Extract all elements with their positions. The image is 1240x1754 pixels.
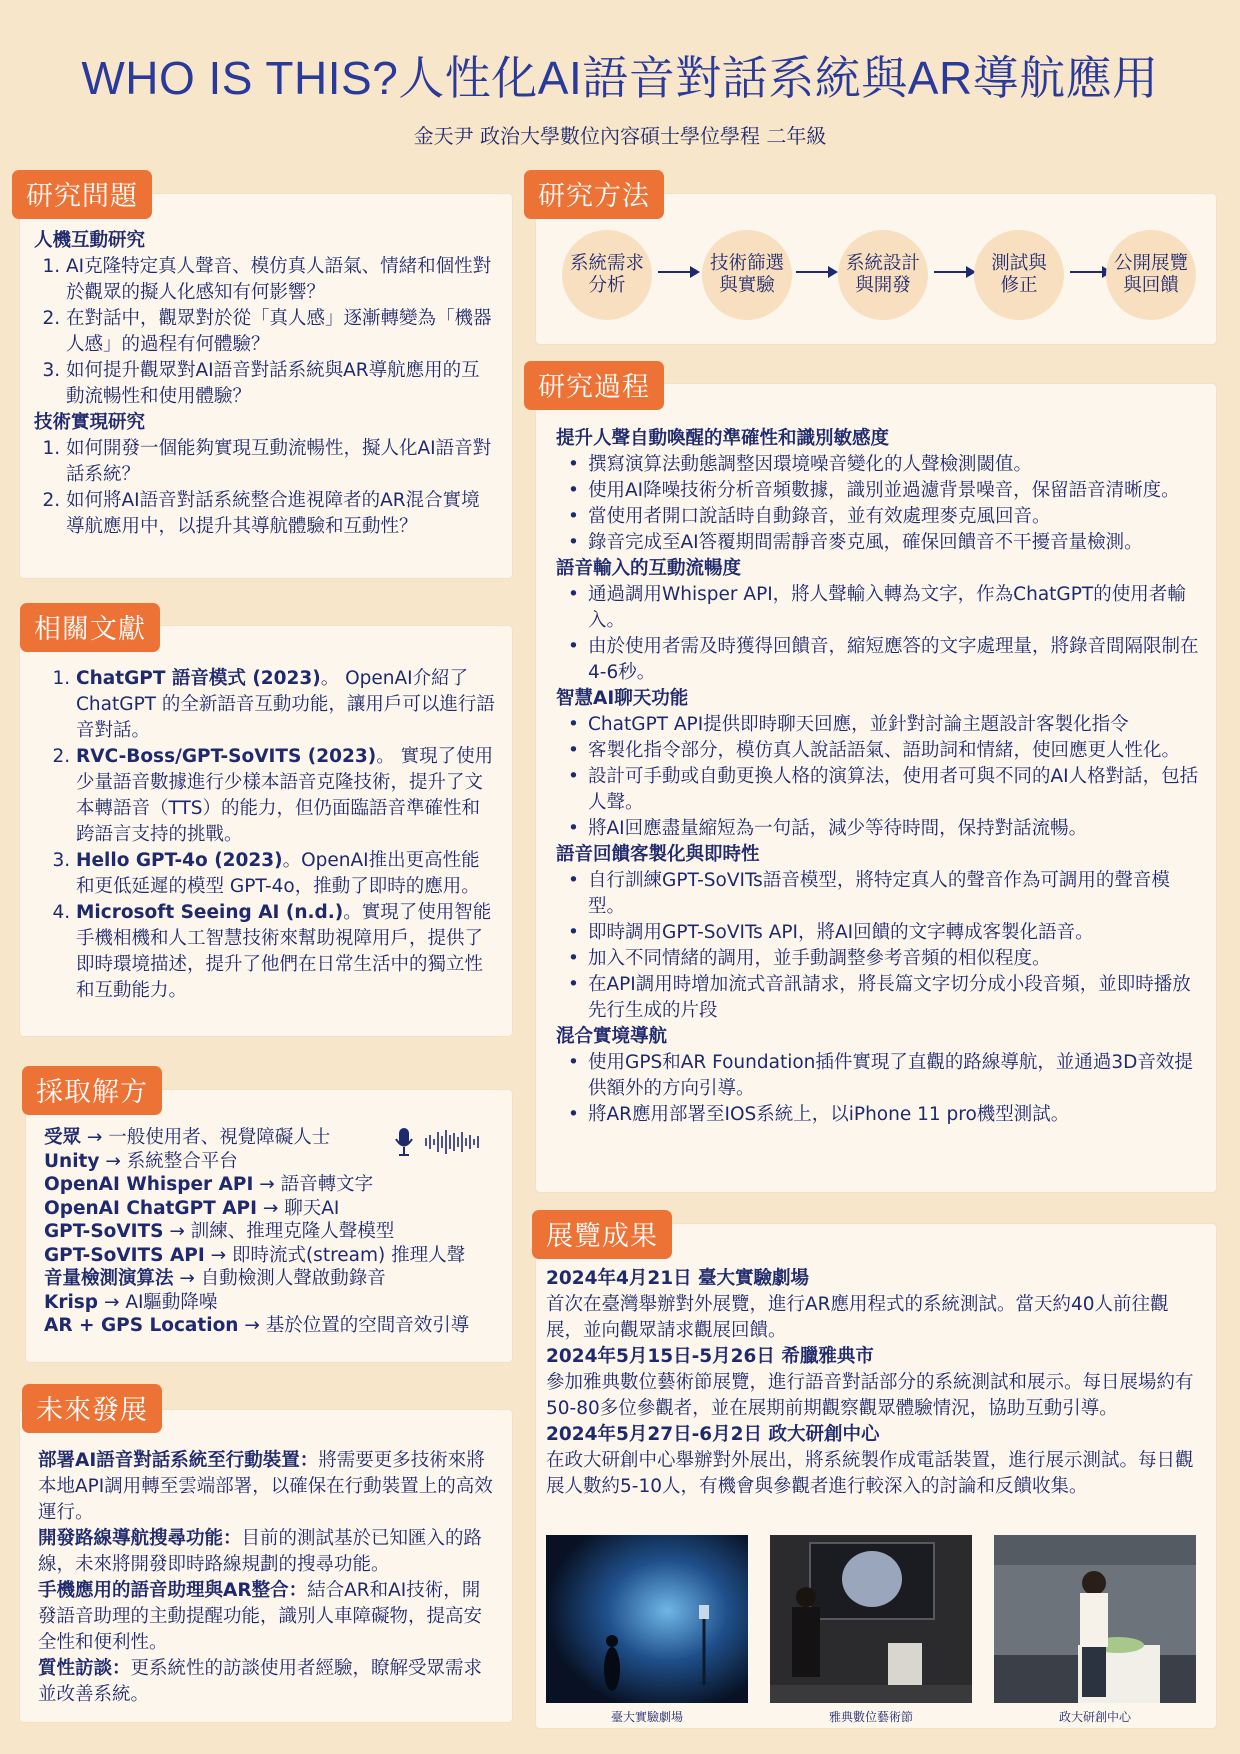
- process-section-title: 語音回饋客製化與即時性: [556, 844, 760, 865]
- list-item: • 在API調用時增加流式音訊請求，將長篇文字切分成小段音頻，並即時播放先行生成的片段: [588, 972, 1206, 1024]
- approach-row: GPT-SoVITS API → 即時流式(stream) 推理人聲: [44, 1244, 466, 1266]
- method-step: 系統設計 與開發: [838, 230, 928, 320]
- list-item: • ChatGPT API提供即時聊天回應，並針對討論主題設計客製化指令: [588, 712, 1206, 738]
- list-item: • 即時調用GPT-SoVITs API，將AI回饋的文字轉成客製化語音。: [588, 920, 1206, 946]
- future-body: [38, 1448, 498, 1708]
- future-heading: 未來發展: [22, 1384, 162, 1433]
- approach-row: 音量檢測演算法 → 自動檢測人聲啟動錄音: [44, 1268, 386, 1289]
- lit-title: Hello GPT-4o (2023): [76, 850, 283, 871]
- exhibition-event-title: 2024年5月27日-6月2日 政大研創中心: [546, 1424, 880, 1445]
- future-item: 手機應用的語音助理與AR整合：結合AR和AI技術，開發語音助理的主動提醒功能，識別人車障礙物，提高安全性和便利性。: [38, 1580, 483, 1653]
- process-section-title: 智慧AI聊天功能: [556, 688, 689, 709]
- list-item: • 使用AI降噪技術分析音頻數據，識別並過濾背景噪音，保留語音清晰度。: [588, 478, 1206, 504]
- future-item: 開發路線導航搜尋功能：目前的測試基於已知匯入的路線，未來將開發即時路線規劃的搜尋功能。: [38, 1528, 483, 1575]
- rq-list-tech: [34, 436, 496, 540]
- exhibition-heading: 展覽成果: [532, 1210, 672, 1259]
- approach-row: 受眾 → 一般使用者、視覺障礙人士: [44, 1127, 331, 1148]
- list-item: • 當使用者開口說話時自動錄音，並有效處理麥克風回音。: [588, 504, 1206, 530]
- approach-row: GPT-SoVITS → 訓練、推理克隆人聲模型: [44, 1221, 395, 1242]
- poster-subtitle: 金天尹 政治大學數位內容碩士學位學程 二年級: [413, 124, 827, 148]
- method-heading: 研究方法: [524, 170, 664, 219]
- list-item: • 通過調用Whisper API，將人聲輸入轉為文字，作為ChatGPT的使用者輸入。: [588, 582, 1206, 634]
- method-step: 系統需求 分析: [562, 230, 652, 320]
- exhibition-event-text: 在政大研創中心舉辦對外展出，將系統製作成電話裝置，進行展示測試。每日觀展人數約5-10人，有機會與參觀者進行較深入的討論和反饋收集。: [546, 1450, 1194, 1497]
- list-item: • 撰寫演算法動態調整因環境噪音變化的人聲檢測閾值。: [588, 452, 1206, 478]
- list-item: • 由於使用者需及時獲得回饋音，縮短應答的文字處理量，將錄音間隔限制在4-6秒。: [588, 634, 1206, 686]
- rq-group-title: 人機互動研究: [34, 230, 146, 251]
- process-list: [556, 582, 1206, 686]
- process-list: [556, 452, 1206, 556]
- list-item: 3. 如何提升觀眾對AI語音對話系統與AR導航應用的互動流暢性和使用體驗？: [66, 358, 496, 410]
- process-list: [556, 712, 1206, 842]
- photo-nccu-center: [994, 1535, 1196, 1703]
- process-list: [556, 868, 1206, 1024]
- lit-text: 。實現了使用智能手機相機和人工智慧技術來幫助視障用戶，提供了即時環境描述，提升了他們在日常生活中的獨立性和互動能力。: [76, 902, 492, 1001]
- approach-heading: 採取解方: [22, 1066, 162, 1115]
- microphone-waveform-icon: [394, 1126, 490, 1160]
- list-item: 2. 如何將AI語音對話系統整合進視障者的AR混合實境導航應用中，以提升其導航體驗和互動性？: [66, 488, 496, 540]
- literature-heading: 相關文獻: [20, 603, 160, 652]
- method-step: 測試與 修正: [974, 230, 1064, 320]
- rq-group-title: 技術實現研究: [34, 412, 146, 433]
- research-questions-body: [34, 228, 496, 540]
- list-item: • 設計可手動或自動更換人格的演算法，使用者可與不同的AI人格對話，包括人聲。: [588, 764, 1206, 816]
- exhibition-event-title: 2024年5月15日-5月26日 希臘雅典市: [546, 1346, 874, 1367]
- arrow-right-icon: [934, 264, 976, 280]
- list-item: [76, 744, 498, 848]
- future-item: 部署AI語音對話系統至行動裝置：將需要更多技術來將本地API調用轉至雲端部署，以確保在行動裝置上的高效運行。: [38, 1450, 493, 1523]
- literature-list: [46, 666, 498, 1004]
- list-item: 1. 如何開發一個能夠實現互動流暢性，擬人化AI語音對話系統？: [66, 436, 496, 488]
- list-item: [76, 848, 498, 900]
- list-item: • 錄音完成至AI答覆期間需靜音麥克風，確保回饋音不干擾音量檢測。: [588, 530, 1206, 556]
- approach-row: Krisp → AI驅動降噪: [44, 1291, 218, 1313]
- literature-body: [46, 666, 498, 1004]
- list-item: • 客製化指令部分，模仿真人說話語氣、語助詞和情緒，使回應更人性化。: [588, 738, 1206, 764]
- list-item: • 將AI回應盡量縮短為一句話，減少等待時間，保持對話流暢。: [588, 816, 1206, 842]
- lit-text: 。 OpenAI介紹了ChatGPT 的全新語音互動功能，讓用戶可以進行語音對話。: [76, 668, 495, 741]
- method-step: 公開展覽 與回饋: [1106, 230, 1196, 320]
- approach-row: OpenAI Whisper API → 語音轉文字: [44, 1174, 374, 1195]
- process-list: [556, 1050, 1206, 1128]
- exhibition-event-text: 首次在臺灣舉辦對外展覽，進行AR應用程式的系統測試。當天約40人前往觀展，並向觀眾請求觀展回饋。: [546, 1294, 1169, 1341]
- approach-row: AR + GPS Location → 基於位置的空間音效引導: [44, 1315, 470, 1336]
- list-item: • 自行訓練GPT-SoVITs語音模型，將特定真人的聲音作為可調用的聲音模型。: [588, 868, 1206, 920]
- process-body: [556, 426, 1206, 1128]
- photo-ntu-theater: [546, 1535, 748, 1703]
- lit-text: 。 實現了使用少量語音數據進行少樣本語音克隆技術，提升了文本轉語音（TTS）的能力，但仍面臨語音準確性和跨語言支持的挑戰。: [76, 746, 494, 845]
- lit-text: 。OpenAI推出更高性能和更低延遲的模型 GPT-4o，推動了即時的應用。: [76, 850, 480, 897]
- research-questions-heading: 研究問題: [12, 170, 152, 219]
- list-item: 1. AI克隆特定真人聲音、模仿真人語氣、情緒和個性對於觀眾的擬人化感知有何影響？: [66, 254, 496, 306]
- arrow-right-icon: [796, 264, 838, 280]
- photo-caption: 政大研創中心: [1058, 1710, 1131, 1724]
- list-item: • 使用GPS和AR Foundation插件實現了直觀的路線導航，並通過3D音效提供額外的方向引導。: [588, 1050, 1206, 1102]
- method-step: 技術篩選 與實驗: [702, 230, 792, 320]
- approach-row: Unity → 系統整合平台: [44, 1150, 238, 1172]
- list-item: 2. 在對話中，觀眾對於從「真人感」逐漸轉變為「機器人感」的過程有何體驗？: [66, 306, 496, 358]
- process-section-title: 提升人聲自動喚醒的準確性和識別敏感度: [556, 428, 890, 449]
- exhibition-event-title: 2024年4月21日 臺大實驗劇場: [546, 1268, 810, 1289]
- future-item: 質性訪談：更系統性的訪談使用者經驗，瞭解受眾需求並改善系統。: [38, 1658, 483, 1705]
- lit-title: Microsoft Seeing AI (n.d.): [76, 902, 344, 923]
- list-item: [76, 666, 498, 744]
- method-flow: [558, 226, 1198, 324]
- arrow-right-icon: [658, 264, 700, 280]
- photo-caption: 雅典數位藝術節: [828, 1710, 913, 1724]
- list-item: [76, 900, 498, 1004]
- photo-athens-festival: [770, 1535, 972, 1703]
- lit-title: ChatGPT 語音模式 (2023): [76, 668, 321, 689]
- approach-row: OpenAI ChatGPT API → 聊天AI: [44, 1197, 340, 1219]
- poster-title: WHO IS THIS?人性化AI語音對話系統與AR導航應用: [81, 52, 1159, 104]
- rq-list-hci: [34, 254, 496, 410]
- process-section-title: 語音輸入的互動流暢度: [556, 558, 742, 579]
- list-item: • 將AR應用部署至IOS系統上，以iPhone 11 pro機型測試。: [588, 1102, 1206, 1128]
- photo-caption: 臺大實驗劇場: [610, 1710, 683, 1724]
- process-heading: 研究過程: [524, 361, 664, 410]
- exhibition-body: [546, 1266, 1196, 1500]
- exhibition-event-text: 參加雅典數位藝術節展覽，進行語音對話部分的系統測試和展示。每日展場約有50-80多位參觀者，並在展期前期觀察觀眾體驗情況，協助互動引導。: [546, 1372, 1194, 1419]
- list-item: • 加入不同情緒的調用，並手動調整參考音頻的相似程度。: [588, 946, 1206, 972]
- lit-title: RVC-Boss/GPT-SoVITS (2023): [76, 746, 377, 767]
- process-section-title: 混合實境導航: [556, 1026, 668, 1047]
